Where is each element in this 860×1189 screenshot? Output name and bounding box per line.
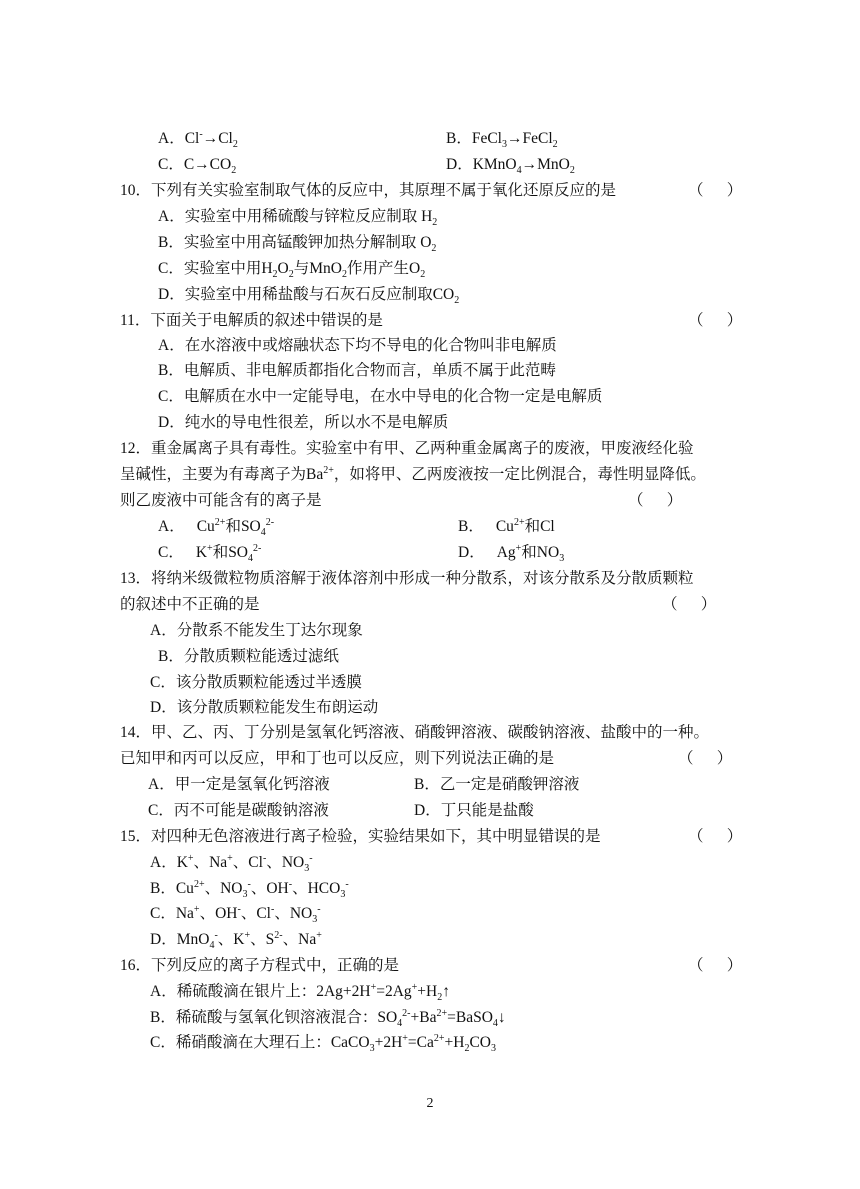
q14-stem-line1: 14．甲、乙、丙、丁分别是氢氧化钙溶液、硝酸钾溶液、碳酸钠溶液、盐酸中的一种。 [120, 724, 710, 741]
q13-option-a: A．分散系不能发生丁达尔现象 [150, 622, 363, 639]
q9-option-d: D．KMnO$_4$→MnO$_2$ [446, 156, 575, 177]
q15-option-a: A．K+、Na+、Cl-、$NO_3^-$ [150, 852, 313, 875]
q14-stem-line2: 已知甲和丙可以反应，甲和丁也可以反应，则下列说法正确的是 [120, 750, 555, 767]
q12-stem-line1: 12．重金属离子具有毒性。实验室中有甲、乙两种重金属离子的废液，甲废液经化验 [120, 440, 694, 457]
q14-option-a: A．甲一定是氢氧化钙溶液 [148, 776, 330, 793]
q10-option-a: A．实验室中用稀硫酸与锌粒反应制取 $H_2$ [158, 208, 438, 229]
q11-option-c: C．电解质在水中一定能导电，在水中导电的化合物一定是电解质 [158, 388, 603, 405]
q16-option-a: A．稀硫酸滴在银片上：$2Ag+2H^+=2Ag^++H_2↑$ [150, 981, 450, 1004]
q15-option-c: C．Na+、OH-、Cl-、$NO_3^-$ [150, 903, 321, 926]
q15-answer-blank: （ ） [688, 828, 743, 845]
q16-option-b: B．稀硫酸与氢氧化钡溶液混合：$SO_4^{2-}+Ba^{2+}=BaSO_4↓$ [150, 1007, 506, 1030]
q14-option-c: C．丙不可能是碳酸钠溶液 [148, 802, 329, 819]
q10-option-b: B．实验室中用高锰酸钾加热分解制取 $O_2$ [158, 234, 437, 255]
q15-option-d: D．MnO$_4$-、K+、$S^{2-}$、Na+ [150, 929, 322, 952]
q12-option-c: C． K+和$SO_4^{2-}$ [158, 542, 262, 565]
q10-answer-blank: （ ） [688, 182, 743, 199]
q13-stem-line1: 13．将纳米级微粒物质溶解于液体溶剂中形成一种分散系，对该分散系及分散质颗粒 [120, 570, 694, 587]
q11-option-a: A．在水溶液中或熔融状态下均不导电的化合物叫非电解质 [158, 337, 557, 354]
q14-option-d: D．丁只能是盐酸 [414, 802, 534, 819]
q12-option-a: A． $Cu^{2+}$和$SO_4^{2-}$ [158, 516, 275, 539]
q9-option-b: B．FeCl$_3$→FeCl$_2$ [446, 130, 558, 151]
q12-stem-line3: 则乙废液中可能含有的离子是 [120, 492, 322, 509]
q10-stem: 10．下列有关实验室制取气体的反应中，其原理不属于氧化还原反应的是 [120, 182, 617, 199]
q13-option-d: D．该分散质颗粒能发生布朗运动 [150, 699, 379, 716]
q16-answer-blank: （ ） [688, 957, 743, 974]
q14-option-b: B．乙一定是硝酸钾溶液 [414, 776, 580, 793]
q15-option-b: B．$Cu^{2+}$、$NO_3^-$、OH-、$HCO_3^-$ [150, 878, 349, 901]
q13-option-c: C．该分散质颗粒能透过半透膜 [150, 674, 362, 691]
page-number: 2 [426, 1096, 434, 1111]
q11-stem: 11．下面关于电解质的叙述中错误的是 [120, 312, 383, 329]
q10-option-c: C．实验室中用$H_2O_2$与MnO$_2$作用产生$O_2$ [158, 260, 426, 281]
q9-option-a: A．$Cl^-\to Cl_2$ [158, 128, 238, 151]
q12-option-b: B． $Cu^{2+}$和Cl [458, 516, 555, 535]
q10-option-d: D．实验室中用稀盐酸与石灰石反应制取$CO_2$ [158, 286, 460, 307]
q15-stem: 15．对四种无色溶液进行离子检验，实验结果如下，其中明显错误的是 [120, 828, 601, 845]
q16-stem: 16．下列反应的离子方程式中，正确的是 [120, 957, 400, 974]
q12-stem-line2: 呈碱性，主要为有毒离子为$Ba^{2+}$，如将甲、乙两废液按一定比例混合，毒性明显降低。 [120, 464, 706, 483]
q16-option-c: C．稀硝酸滴在大理石上：$CaCO_3+2H^+=Ca^{2+}+H_2CO_3$ [150, 1032, 497, 1055]
q13-answer-blank: （ ） [662, 596, 717, 613]
q12-answer-blank: （ ） [628, 492, 683, 509]
q11-option-d: D．纯水的导电性很差，所以水不是电解质 [158, 414, 449, 431]
q13-option-b: B．分散质颗粒能透过滤纸 [158, 648, 339, 665]
q11-answer-blank: （ ） [688, 312, 743, 329]
q13-stem-line2: 的叙述中不正确的是 [120, 596, 260, 613]
q12-option-d: D． Ag+和$NO_3$ [458, 542, 565, 565]
q11-option-b: B．电解质、非电解质都指化合物而言，单质不属于此范畴 [158, 362, 556, 379]
q14-answer-blank: （ ） [678, 750, 733, 767]
q9-option-c: C．$C\to CO_2$ [158, 156, 237, 177]
